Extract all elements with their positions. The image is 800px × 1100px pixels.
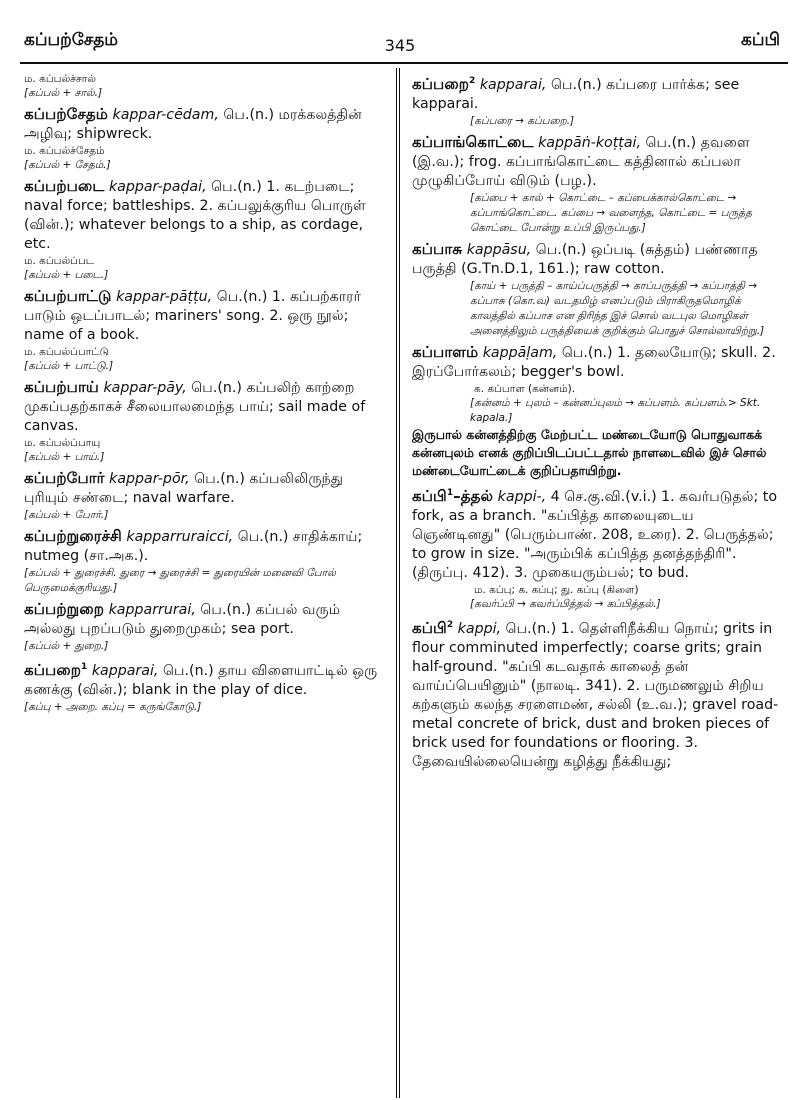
cognate-line: ம. கப்பல்ப்பட xyxy=(24,255,95,267)
etymology-line: [கப்பல் + துரைச்சி. துரை → துரைச்சி = துரையின் மனைவி போல் பெருமைக்குரியது.] xyxy=(24,567,336,594)
definition xyxy=(24,658,386,700)
transliteration: kapparai, xyxy=(91,663,159,680)
transliteration: kappar-paḍai, xyxy=(108,179,207,195)
left-column xyxy=(24,72,386,1097)
etymology-line: [கன்னம் + புலம் – கன்னப்புலம் → கப்பளம். கப்பளம்.> Skt. kapala.] xyxy=(470,397,761,425)
usage-note: இருபால் கன்னத்திற்கு மேற்பட்ட மண்டையோடு பொதுவாகக் கன்னபுலம் எனக் குறிப்பிடப்பட்டதால் நாளடைவில் இச் சொல் மண்டையோட்டைக் குறிப்பதாயிற்று. xyxy=(412,427,767,479)
headword: கப்பாங்கொட்டை xyxy=(412,133,534,152)
transliteration: kapparruraicci, xyxy=(126,529,234,545)
definition xyxy=(24,378,386,436)
cognate-line: ம. கப்பல்ப்பாட்டு xyxy=(24,346,110,358)
page-number: 345 xyxy=(384,36,416,55)
dictionary-entry xyxy=(24,658,386,715)
etymology-line: [கப்பல் + சால்.] xyxy=(24,87,103,99)
cognate-line: ம. கப்பல்ச்சேதம் xyxy=(24,145,105,157)
definition xyxy=(412,72,784,114)
definition-text: 4 செ.கு.வி.(v.i.) 1. கவர்படுதல்; to fork, as a branch. "கப்பித்த காலையுடைய ஞெண்டினது" (பெரும்பாண். 208, உரை). 2. பெருத்தல்; to grow in size. "அரும்பிக் கப்பித்த தனத்தந்திரி". (திருப்பு. 412). 3. முகையரும்பல்; to bud. xyxy=(412,489,778,582)
cognate-line: ம. கப்பல்ப்பாயு xyxy=(24,437,101,449)
definition xyxy=(24,177,386,254)
definition-text: பெ.(n.) ஒப்படி (சுத்தம்) பண்ணாத பருத்தி (G.Tn.D.1, 161.); raw cotton. xyxy=(412,242,758,278)
definition xyxy=(24,287,386,345)
headword: கப்பற்பாட்டு xyxy=(24,287,112,305)
transliteration: kappar-cēdam, xyxy=(112,107,219,123)
dictionary-entry xyxy=(24,378,386,465)
transliteration: kappāṅ-koṭṭai, xyxy=(538,135,641,152)
homonym-number: 1 xyxy=(446,488,454,499)
definition-text: பெ.(n.) கப்பலிற் காற்றை முகப்பதற்காகச் சீலையாலமைந்த பாய்; sail made of canvas. xyxy=(24,380,366,434)
etymology-line: [கப்பல் + துறை.] xyxy=(24,640,109,652)
dictionary-entry xyxy=(412,72,784,129)
transliteration: kappi-, xyxy=(497,489,547,506)
headword: கப்பறை$^1$ xyxy=(24,661,88,680)
dictionary-entry xyxy=(412,484,784,612)
definition-text: பெ.(n.) தாய விளையாட்டில் ஒரு கணக்கு (வின்.); blank in the play of dice. xyxy=(24,663,378,699)
etymology-line: [கப்பரை → கப்பறை.] xyxy=(470,115,575,128)
homonym-number: 2 xyxy=(469,76,476,86)
etymology-line: [கப்பல் + சேதம்.] xyxy=(24,159,111,171)
definition xyxy=(412,616,784,772)
definition-text: பெ.(n.) 1. கடற்படை; naval force; battleships. 2. கப்பலுக்குரிய பொருள் (வின்.); whatever belongs to a ship, as cordage, etc. xyxy=(24,179,366,252)
dictionary-entry xyxy=(24,527,386,596)
definition xyxy=(24,469,386,508)
etymology-line: [கப்பல் + படை.] xyxy=(24,269,109,281)
headword: கப்பி$^2$ xyxy=(412,619,454,638)
right-column xyxy=(412,72,784,1097)
column-divider xyxy=(396,68,400,1098)
definition-text: பெ.(n.) கப்பல் வரும் அல்லது புறப்படும் துறைமுகம்; sea port. xyxy=(24,602,341,637)
definition xyxy=(412,133,784,191)
definition-text: பெ.(n.) கப்பரை பார்க்க; see kapparai. xyxy=(412,77,740,113)
transliteration: kapparai, xyxy=(479,77,547,94)
dictionary-entry xyxy=(412,616,784,772)
definition-text: பெ.(n.) மரக்கலத்தின் அழிவு; shipwreck. xyxy=(24,107,362,142)
headword: கப்பற்சேதம் xyxy=(24,105,108,123)
dictionary-entry xyxy=(24,469,386,523)
headword: கப்பாசு xyxy=(412,240,463,259)
definition-text: பெ.(n.) 1. தெள்ளிநீக்கிய நொய்; grits in flour comminuted imperfectly; coarse grits; grain half-ground. "கப்பி கடவதாக் காலைத் தன் வாய்ப்பெயினும்" (நாலடி. 341). 2. பருமணலும் சிறிய கற்களும் கலந்த சரளைமண், சல்லி (உ.வ.); gravel road-metal concrete of brick, dust and broken pieces of brick used for foundations or flooring. 3. தேவையில்லையென்று கழித்து நீக்கியது; xyxy=(412,621,779,771)
transliteration: kappi, xyxy=(457,621,502,638)
dictionary-entry xyxy=(24,105,386,173)
headword: கப்பி$^1$–த்தல் xyxy=(412,487,494,506)
transliteration: kappāḷam, xyxy=(482,345,558,362)
transliteration: kappar-pāṭṭu, xyxy=(116,289,213,305)
dictionary-entry xyxy=(412,343,784,480)
headword: கப்பற்பாய் xyxy=(24,378,99,396)
dictionary-entry xyxy=(24,600,386,654)
definition xyxy=(412,484,784,583)
definition-text: பெ.(n.) சாதிக்காய்; nutmeg (சா.அக.). xyxy=(24,529,363,564)
dictionary-entry xyxy=(24,72,386,101)
right-guide-word: கப்பி xyxy=(740,30,780,50)
headword: கப்பாளம் xyxy=(412,343,479,362)
cognate-line: ம. கப்பு; க. கப்பு; து. கப்பு (கிளை) xyxy=(474,584,639,597)
homonym-number: 2 xyxy=(446,620,454,631)
definition-text: பெ.(n.) 1. கப்பற்காரர் பாடும் ஒடப்பாடல்; mariners' song. 2. ஒரு நூல்; name of a book. xyxy=(24,289,362,343)
definition xyxy=(24,600,386,639)
definition-text: பெ.(n.) தவளை (இ.வ.); frog. கப்பாங்கொட்டை கத்தினால் கப்பலா முழுகிப்போய் விடும் (பழ.). xyxy=(412,135,750,190)
transliteration: kappāsu, xyxy=(466,242,532,259)
left-guide-word: கப்பற்சேதம் xyxy=(24,30,118,50)
headword: கப்பற்றுறை xyxy=(24,600,105,618)
definition xyxy=(24,527,386,566)
etymology-line: [கப்பை + கால் + கொட்டை – கப்பைக்கால்கொட்டை → கப்பாங்கொட்டை. கப்பை → வளைந்த, கொட்டை = பருத்த கொட்டை போன்று உப்பி இருப்பது.] xyxy=(470,192,752,235)
definition-text: பெ.(n.) கப்பலிலிருந்து புரியும் சண்டை; naval warfare. xyxy=(24,471,344,506)
dictionary-entry xyxy=(24,287,386,374)
page-header xyxy=(0,0,800,62)
headword: கப்பறை$^2$ xyxy=(412,75,476,94)
dictionary-entry xyxy=(412,240,784,339)
etymology-line: [கப்பல் + பாட்டு.] xyxy=(24,360,114,372)
transliteration: kapparrurai, xyxy=(108,602,196,618)
dictionary-entry xyxy=(24,177,386,283)
etymology-line: [கவர்ப்பி → கவர்ப்பித்தல் → கப்பித்தல்.] xyxy=(470,598,661,611)
headword: கப்பற்படை xyxy=(24,177,105,195)
cognate-line: ம. கப்பல்ச்சால் xyxy=(24,73,97,85)
transliteration: kappar-pāy, xyxy=(103,380,187,396)
definition xyxy=(412,343,784,382)
headword: கப்பற்போர் xyxy=(24,469,105,487)
homonym-number: 1 xyxy=(81,662,88,672)
header-rule xyxy=(20,62,788,64)
dictionary-entry xyxy=(412,133,784,236)
transliteration: kappar-pōr, xyxy=(109,471,190,487)
etymology-line: [கப்பல் + பாய்.] xyxy=(24,451,105,463)
cognate-line: க. கப்பாள (கன்னம்). xyxy=(474,383,576,396)
definition-text: பெ.(n.) 1. தலையோடு; skull. 2. இரப்போர்கலம்; begger's bowl. xyxy=(412,345,776,381)
headword: கப்பற்றுரைச்சி xyxy=(24,527,122,545)
definition xyxy=(24,105,386,144)
definition xyxy=(412,240,784,279)
etymology-line: [கப்பல் + போர்.] xyxy=(24,509,109,521)
etymology-line: [கப்பு + அறை. கப்பு = கருங்கோடு.] xyxy=(24,701,202,714)
etymology-line: [காய் + பருத்தி – காய்ப்பருத்தி → காப்பருத்தி → கப்பாத்தி → கப்பாசு (கொ.வ) வடதமிழ் எனப்படும் பிராகிருதமொழிக் காலத்தில் கப்பாச என திரிந்த இச் சொல் வடபுல மொழிகள் அனைத்திலும் பருத்தியைக் குறிக்கும் பொதுச் சொல்லாயிற்று.] xyxy=(470,280,765,338)
